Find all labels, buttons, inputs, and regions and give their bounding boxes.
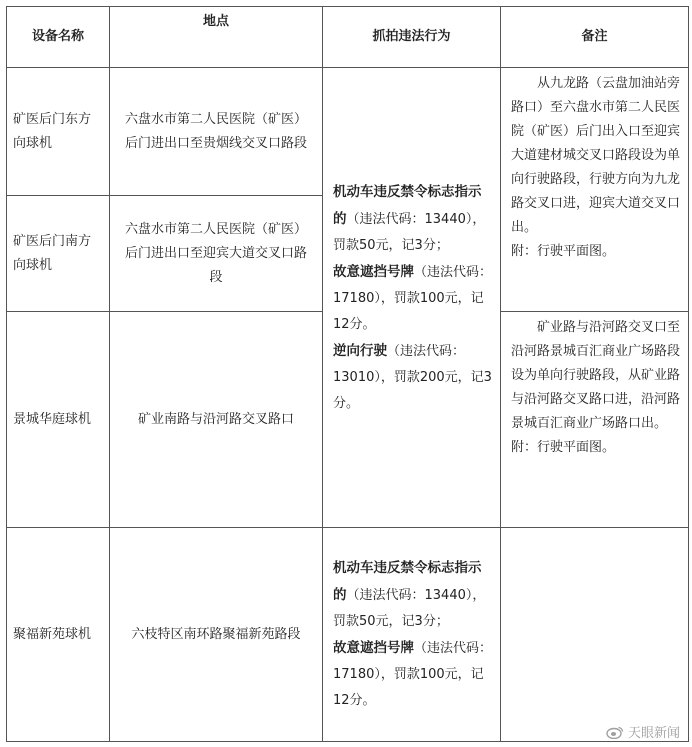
header-violation: 抓拍违法行为 (323, 7, 501, 68)
location-cell: 矿业南路与沿河路交叉路口 (110, 312, 323, 528)
device-cell: 矿医后门东方向球机 (7, 68, 110, 196)
violation-detail: （违法代码：13440），罚款50元，记3分； (333, 588, 486, 629)
violation-detail: （违法代码：13010），罚款200元，记3分。 (333, 343, 492, 411)
remark-attachment: 附：行驶平面图。 (511, 244, 616, 259)
remark-attachment: 附：行驶平面图。 (511, 440, 616, 455)
location-cell: 六盘水市第二人民医院（矿医）后门进出口至贵烟线交叉口路段 (110, 68, 323, 196)
violation-title: 逆向行驶 (333, 342, 387, 359)
violation-detail: （违法代码：17180），罚款100元，记12分。 (333, 641, 493, 708)
table-header-row (7, 7, 689, 68)
violation-item (333, 179, 492, 259)
remark-cell (501, 312, 689, 528)
violation-item (333, 635, 492, 714)
camera-table (6, 6, 689, 742)
remark-cell (501, 68, 689, 312)
weibo-icon (606, 725, 624, 739)
violation-cell (323, 68, 501, 528)
violation-title: 机动车违反禁令标志指示的 (333, 183, 482, 227)
violation-detail: （违法代码：13440），罚款50元，记3分； (333, 211, 486, 253)
location-cell: 六枝特区南环路聚福新苑路段 (110, 528, 323, 742)
device-cell: 景城华庭球机 (7, 312, 110, 528)
table-row (7, 68, 689, 196)
violation-item (333, 338, 492, 417)
violation-item (333, 555, 492, 635)
remark-text: 矿业路与沿河路交叉口至沿河路景城百汇商业广场路段设为单向行驶路段，从矿业路与沿河路交叉路口进，沿河路景城百汇商业广场路口出。 (511, 320, 681, 431)
watermark-text: 天眼新闻 (627, 726, 680, 741)
violation-title: 机动车违反禁令标志指示的 (333, 560, 482, 603)
violation-item (333, 259, 492, 338)
device-cell: 矿医后门南方向球机 (7, 196, 110, 312)
violation-detail: （违法代码：17180），罚款100元，记12分。 (333, 264, 493, 332)
header-device: 设备名称 (7, 7, 110, 68)
remark-text: 从九龙路（云盘加油站旁路口）至六盘水市第二人民医院（矿医）后门出入口至迎宾大道建材城交叉口路段设为单向行驶路段，行驶方向为九龙路交叉口进，迎宾大道交叉口出。 (511, 76, 681, 235)
violation-title: 故意遮挡号牌 (333, 263, 414, 280)
header-remark: 备注 (501, 7, 689, 68)
header-location: 地点 (110, 7, 323, 68)
violation-title: 故意遮挡号牌 (333, 640, 414, 656)
location-cell: 六盘水市第二人民医院（矿医）后门进出口至迎宾大道交叉口路段 (110, 196, 323, 312)
violation-cell (323, 528, 501, 742)
table-row (7, 528, 689, 742)
remark-cell-empty (501, 528, 689, 742)
device-cell: 聚福新苑球机 (7, 528, 110, 742)
watermark (606, 722, 680, 741)
